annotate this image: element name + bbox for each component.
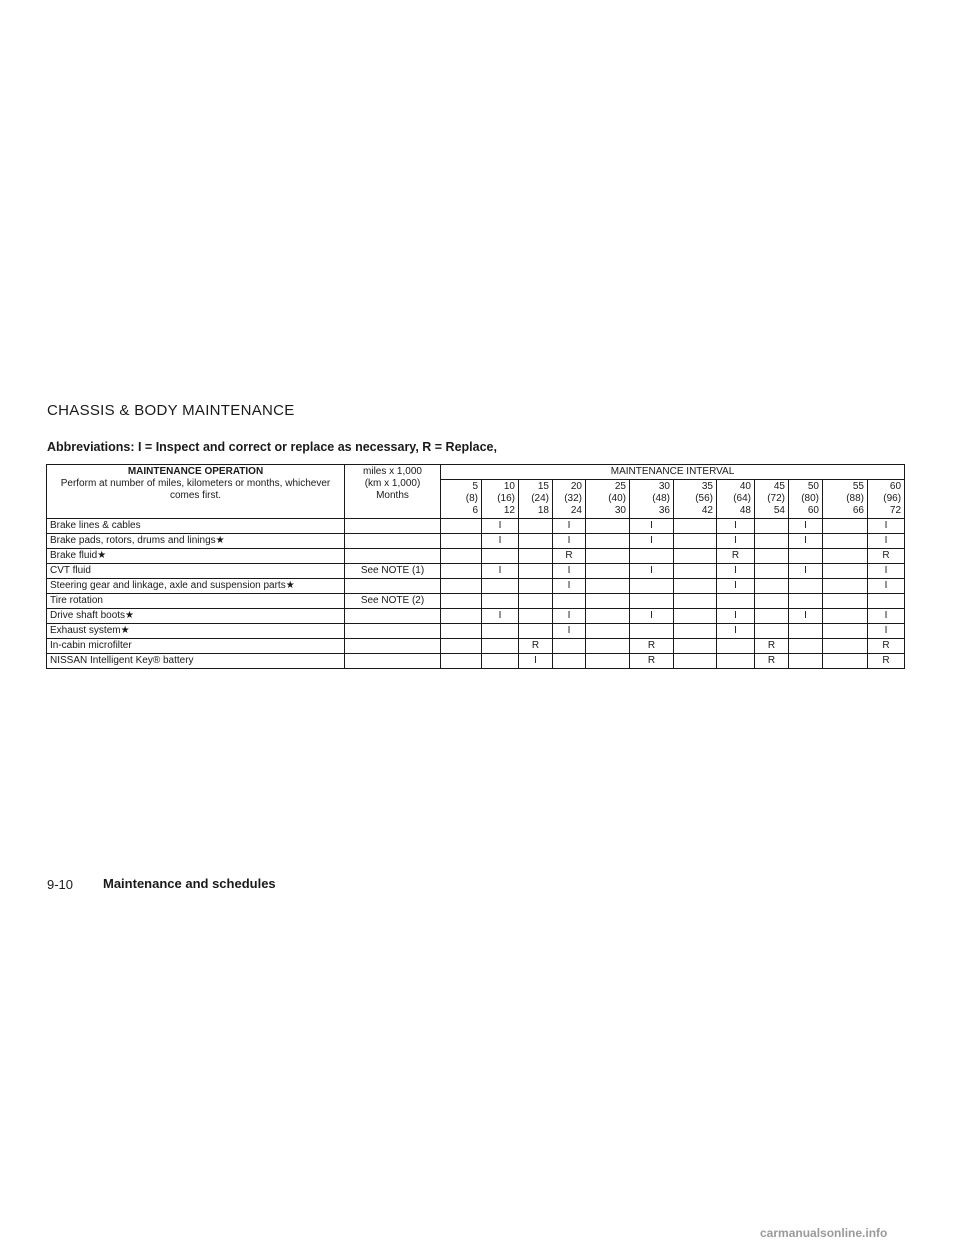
interval-km: (72): [767, 493, 785, 504]
interval-header: MAINTENANCE INTERVAL: [441, 465, 905, 480]
interval-value: [674, 639, 717, 654]
interval-miles: 15: [537, 481, 549, 492]
star-icon: ★: [285, 580, 295, 591]
interval-column-header: [755, 480, 789, 519]
operation-note: [345, 549, 441, 564]
interval-value: [868, 594, 905, 609]
interval-value: [586, 519, 630, 534]
interval-value: [519, 534, 553, 549]
interval-value: [674, 534, 717, 549]
interval-value: [586, 594, 630, 609]
interval-value: R: [868, 639, 905, 654]
interval-value: I: [717, 579, 755, 594]
interval-value: I: [789, 519, 823, 534]
interval-value: [630, 579, 674, 594]
operation-name-cell: [47, 579, 345, 594]
interval-value: [519, 579, 553, 594]
interval-months: 66: [852, 505, 864, 516]
interval-value: [755, 549, 789, 564]
interval-value: I: [553, 564, 586, 579]
interval-value: [441, 564, 482, 579]
operation-name: Exhaust system: [50, 625, 121, 636]
interval-column-header: [868, 480, 905, 519]
operation-header-desc: Perform at number of miles, kilometers or months, whichever comes first.: [60, 478, 331, 501]
interval-value: I: [553, 579, 586, 594]
interval-miles: 55: [852, 481, 864, 492]
interval-value: I: [630, 609, 674, 624]
interval-value: [441, 534, 482, 549]
operation-name-cell: [47, 594, 345, 609]
interval-miles: 5: [472, 481, 478, 492]
interval-value: [519, 549, 553, 564]
interval-value: I: [553, 624, 586, 639]
interval-value: R: [630, 639, 674, 654]
interval-km: (88): [846, 493, 864, 504]
interval-value: [823, 594, 868, 609]
interval-value: [441, 594, 482, 609]
table-row: [47, 534, 905, 549]
interval-value: [823, 534, 868, 549]
operation-note: [345, 624, 441, 639]
interval-value: I: [630, 519, 674, 534]
operation-name: Tire rotation: [50, 595, 103, 606]
interval-value: [674, 594, 717, 609]
interval-value: [441, 609, 482, 624]
interval-column-header: [553, 480, 586, 519]
operation-name-cell: [47, 624, 345, 639]
operation-name: Brake fluid: [50, 550, 98, 561]
interval-value: I: [717, 564, 755, 579]
interval-value: [441, 654, 482, 669]
interval-value: [789, 639, 823, 654]
operation-name-cell: [47, 609, 345, 624]
operation-name: Steering gear and linkage, axle and suspension parts: [50, 580, 286, 591]
interval-miles: 30: [658, 481, 670, 492]
interval-column-header: [482, 480, 519, 519]
interval-miles: 10: [503, 481, 515, 492]
interval-column-header: [586, 480, 630, 519]
interval-value: [630, 549, 674, 564]
table-row: [47, 564, 905, 579]
interval-value: I: [868, 519, 905, 534]
interval-value: [519, 609, 553, 624]
interval-value: [823, 654, 868, 669]
interval-km: (40): [608, 493, 626, 504]
interval-value: [789, 579, 823, 594]
interval-column-header: [630, 480, 674, 519]
interval-column-header: [519, 480, 553, 519]
star-icon: ★: [97, 550, 107, 561]
interval-value: [586, 549, 630, 564]
interval-value: [441, 549, 482, 564]
operation-note: [345, 534, 441, 549]
interval-km: (8): [465, 493, 478, 504]
interval-miles: 50: [807, 481, 819, 492]
interval-value: [823, 564, 868, 579]
interval-value: I: [553, 519, 586, 534]
star-icon: ★: [125, 610, 135, 621]
interval-value: [586, 609, 630, 624]
table-row: [47, 519, 905, 534]
interval-value: [755, 564, 789, 579]
interval-value: [553, 639, 586, 654]
interval-value: [823, 549, 868, 564]
interval-value: [717, 594, 755, 609]
table-row: [47, 549, 905, 564]
interval-value: I: [519, 654, 553, 669]
units-miles: miles x 1,000: [363, 466, 422, 477]
interval-value: [674, 654, 717, 669]
table-row: [47, 609, 905, 624]
operation-name-cell: [47, 639, 345, 654]
interval-miles: 35: [701, 481, 713, 492]
interval-value: [553, 654, 586, 669]
interval-months: 42: [701, 505, 713, 516]
interval-value: [755, 534, 789, 549]
interval-value: [586, 579, 630, 594]
operation-name: NISSAN Intelligent Key® battery: [50, 655, 194, 666]
operation-name: CVT fluid: [50, 565, 91, 576]
interval-value: [717, 654, 755, 669]
interval-value: [755, 609, 789, 624]
interval-value: [823, 639, 868, 654]
interval-value: [482, 654, 519, 669]
interval-km: (48): [652, 493, 670, 504]
interval-value: [674, 624, 717, 639]
interval-value: [755, 579, 789, 594]
interval-value: R: [717, 549, 755, 564]
interval-value: [674, 549, 717, 564]
interval-value: [553, 594, 586, 609]
section-title: CHASSIS & BODY MAINTENANCE: [47, 402, 295, 419]
interval-value: R: [519, 639, 553, 654]
interval-months: 60: [807, 505, 819, 516]
operation-note: [345, 639, 441, 654]
interval-value: I: [482, 534, 519, 549]
interval-value: [482, 549, 519, 564]
interval-value: I: [717, 624, 755, 639]
interval-value: [482, 624, 519, 639]
interval-column-header: [717, 480, 755, 519]
interval-miles: 20: [570, 481, 582, 492]
interval-value: I: [482, 609, 519, 624]
interval-value: [823, 579, 868, 594]
interval-value: [519, 594, 553, 609]
interval-column-header: [674, 480, 717, 519]
interval-miles: 45: [773, 481, 785, 492]
star-icon: ★: [120, 625, 130, 636]
interval-column-header: [441, 480, 482, 519]
operation-note: See NOTE (1): [345, 564, 441, 579]
interval-months: 30: [614, 505, 626, 516]
table-row: [47, 594, 905, 609]
interval-months: 18: [537, 505, 549, 516]
units-months: Months: [376, 490, 409, 501]
interval-value: [482, 579, 519, 594]
interval-value: [441, 639, 482, 654]
interval-months: 24: [570, 505, 582, 516]
abbreviations-legend: Abbreviations: I = Inspect and correct or replace as necessary, R = Replace,: [47, 440, 497, 454]
interval-value: R: [755, 639, 789, 654]
interval-km: (80): [801, 493, 819, 504]
table-row: [47, 639, 905, 654]
interval-miles: 60: [889, 481, 902, 492]
interval-value: [586, 534, 630, 549]
interval-value: [586, 654, 630, 669]
interval-value: [823, 519, 868, 534]
interval-value: [630, 594, 674, 609]
operation-header: [47, 465, 345, 519]
interval-miles: 25: [614, 481, 626, 492]
interval-column-header: [823, 480, 868, 519]
interval-value: R: [630, 654, 674, 669]
star-icon: ★: [215, 535, 225, 546]
interval-value: [586, 639, 630, 654]
operation-note: See NOTE (2): [345, 594, 441, 609]
interval-km: (96): [883, 493, 902, 504]
interval-value: [586, 564, 630, 579]
interval-km: (16): [497, 493, 515, 504]
table-row: [47, 624, 905, 639]
interval-miles: 40: [739, 481, 751, 492]
maintenance-table: [46, 464, 905, 669]
interval-value: [519, 564, 553, 579]
operation-name: In-cabin microfilter: [50, 640, 132, 651]
interval-value: I: [717, 519, 755, 534]
interval-value: I: [868, 609, 905, 624]
interval-value: [823, 609, 868, 624]
interval-value: R: [868, 654, 905, 669]
table-body: [47, 519, 905, 669]
operation-name: Brake lines & cables: [50, 520, 141, 531]
operation-note: [345, 579, 441, 594]
interval-months: 36: [658, 505, 670, 516]
interval-value: [482, 594, 519, 609]
operation-name-cell: [47, 534, 345, 549]
interval-months: 6: [472, 505, 478, 516]
interval-value: [519, 519, 553, 534]
interval-value: [441, 624, 482, 639]
interval-value: [482, 639, 519, 654]
interval-value: I: [482, 564, 519, 579]
chapter-title: Maintenance and schedules: [103, 876, 276, 891]
interval-value: [717, 639, 755, 654]
interval-value: [789, 654, 823, 669]
interval-value: [755, 519, 789, 534]
interval-value: [789, 594, 823, 609]
interval-value: [674, 519, 717, 534]
operation-header-title: MAINTENANCE OPERATION: [127, 466, 264, 477]
interval-value: [789, 549, 823, 564]
interval-km: (24): [531, 493, 549, 504]
operation-name-cell: [47, 549, 345, 564]
operation-name-cell: [47, 654, 345, 669]
interval-value: I: [553, 609, 586, 624]
table-row: [47, 579, 905, 594]
interval-value: I: [630, 534, 674, 549]
watermark: carmanualsonline.info: [760, 1226, 888, 1240]
interval-value: I: [789, 564, 823, 579]
interval-value: [519, 624, 553, 639]
interval-value: I: [868, 564, 905, 579]
interval-km: (64): [733, 493, 751, 504]
interval-column-header: [789, 480, 823, 519]
interval-value: [823, 624, 868, 639]
units-km: (km x 1,000): [364, 478, 421, 489]
interval-value: I: [553, 534, 586, 549]
operation-note: [345, 654, 441, 669]
interval-value: [630, 624, 674, 639]
interval-value: [441, 519, 482, 534]
interval-value: [755, 624, 789, 639]
operation-name-cell: [47, 564, 345, 579]
interval-value: I: [868, 534, 905, 549]
interval-value: [674, 609, 717, 624]
operation-name-cell: [47, 519, 345, 534]
interval-value: I: [789, 609, 823, 624]
interval-value: R: [553, 549, 586, 564]
interval-value: I: [789, 534, 823, 549]
interval-value: [674, 564, 717, 579]
interval-value: [441, 579, 482, 594]
interval-value: I: [717, 609, 755, 624]
interval-value: [755, 594, 789, 609]
interval-km: (32): [564, 493, 582, 504]
interval-value: I: [482, 519, 519, 534]
interval-months: 48: [739, 505, 751, 516]
interval-value: [789, 624, 823, 639]
interval-months: 72: [889, 505, 902, 516]
interval-value: I: [630, 564, 674, 579]
interval-value: I: [717, 534, 755, 549]
interval-value: [674, 579, 717, 594]
interval-km: (56): [695, 493, 713, 504]
interval-value: I: [868, 579, 905, 594]
interval-months: 12: [503, 505, 515, 516]
interval-value: R: [868, 549, 905, 564]
interval-value: R: [755, 654, 789, 669]
interval-value: [586, 624, 630, 639]
operation-name: Drive shaft boots: [50, 610, 126, 621]
interval-months: 54: [773, 505, 785, 516]
units-header: [345, 465, 441, 519]
page-number: 9-10: [47, 877, 74, 892]
operation-name: Brake pads, rotors, drums and linings: [50, 535, 216, 546]
interval-value: I: [868, 624, 905, 639]
operation-note: [345, 519, 441, 534]
table-row: [47, 654, 905, 669]
operation-note: [345, 609, 441, 624]
